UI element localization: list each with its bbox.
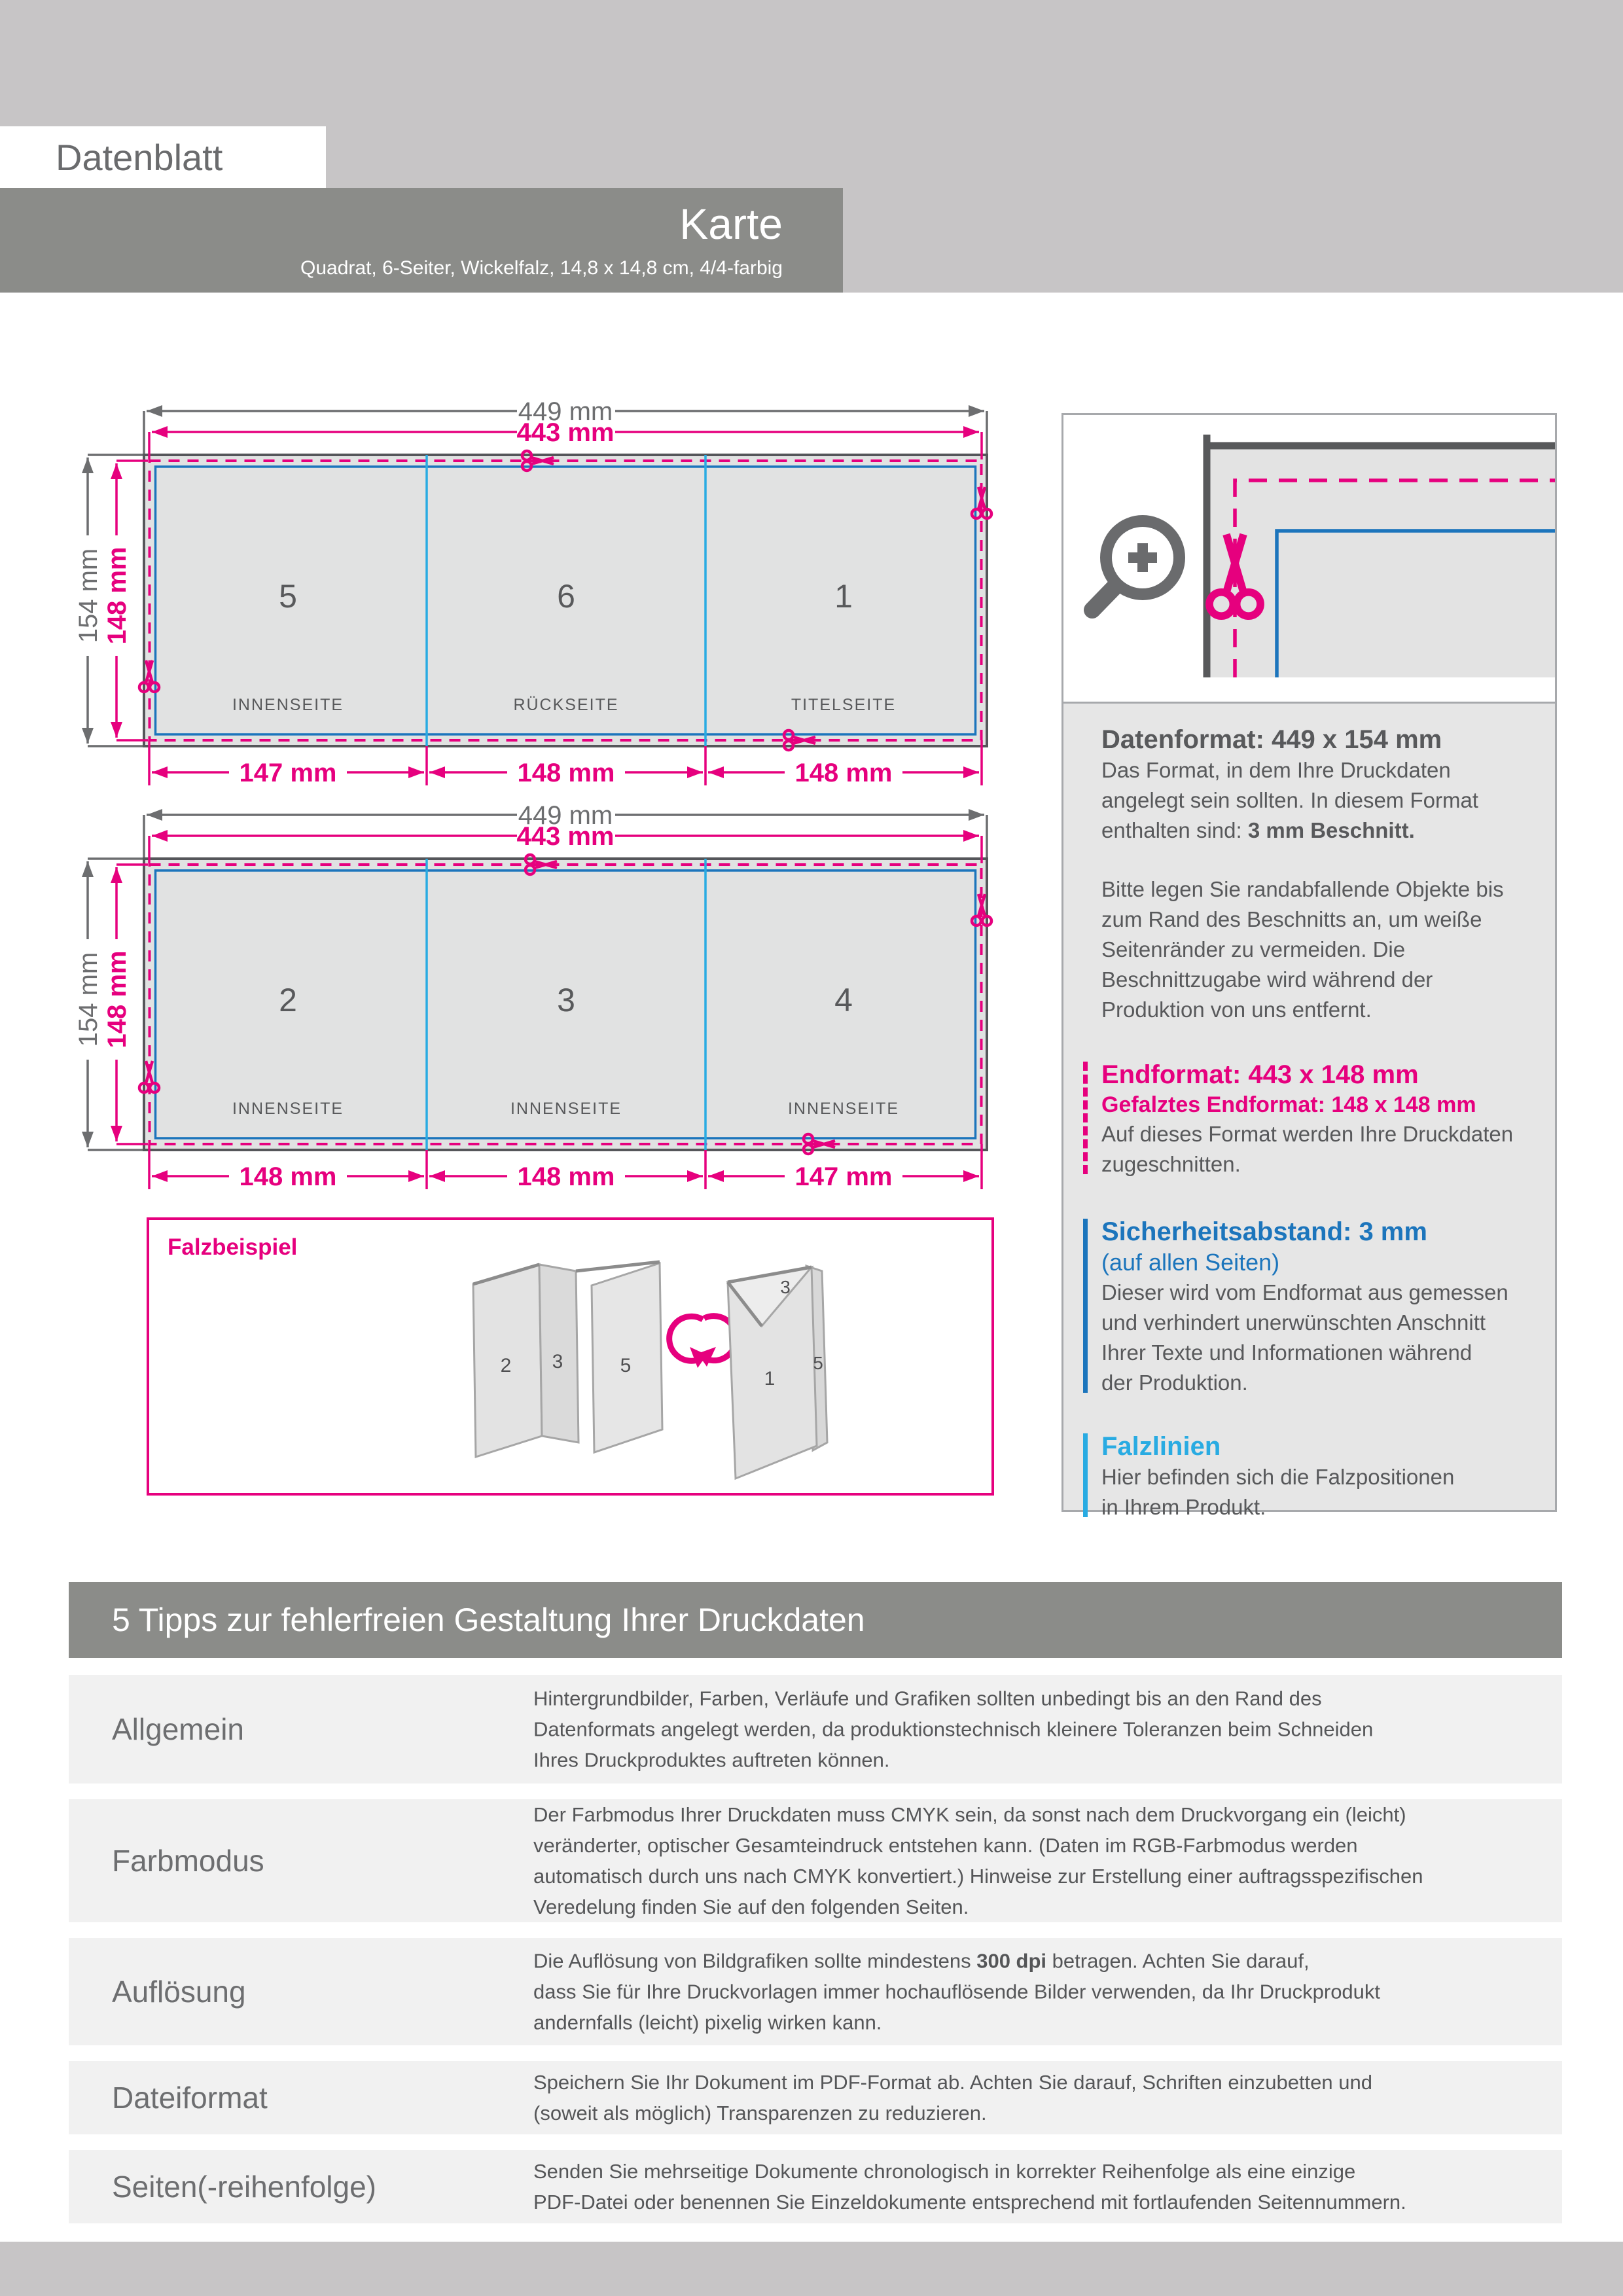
endformat-section (1101, 1059, 1529, 1179)
tip-text: Die Auflösung von Bildgrafiken sollte mindestens 300 dpi betragen. Achten Sie darauf, dass Sie für Ihre Druckvorlagen immer hochauflösende Bilder verwenden, da Ihr Druckprodukt andernfalls (leicht) pixelig wirken kann. (533, 1949, 1381, 2034)
datenformat-body: Das Format, in dem Ihre Druckdaten angelegt sein sollten. In diesem Format enthalten sind: 3 mm Beschnitt. (1101, 758, 1478, 842)
corner-detail-illustration (1063, 415, 1555, 700)
datenblatt-label-box (0, 126, 326, 188)
dim-total-height: 154 mm (74, 548, 103, 643)
foldlines-section (1101, 1431, 1529, 1522)
tip-label: Farbmodus (112, 1844, 264, 1878)
endformat-subtitle: Gefalztes Endformat: 148 x 148 mm (1101, 1092, 1476, 1117)
dim-panel-width: 148 mm (239, 1162, 337, 1191)
foldlines-title: Falzlinien (1101, 1432, 1221, 1461)
dim-total-width: 449 mm (518, 397, 613, 426)
dim-panel-width: 147 mm (794, 1162, 893, 1191)
tip-text: Der Farbmodus Ihrer Druckdaten muss CMYK sein, da sonst nach dem Druckvorgang ein (leicht) veränderter, optischer Gesamteindruck entstehen kann. (Daten im RGB-Farbmodus werden automatisch durch uns nach CMYK konvertiert.) Hinweise zur Erstellung einer auftragsspezifischen Veredelung finden Sie auf den folgenden Seiten. (533, 1803, 1423, 1918)
fold-page-number: 1 (764, 1368, 776, 1390)
page-caption: INNENSEITE (510, 1100, 622, 1118)
fold-example-box (147, 1217, 994, 1496)
datenblatt-label: Datenblatt (56, 136, 223, 178)
spread-diagram-inner (0, 783, 1047, 1202)
product-title-band (0, 188, 843, 293)
tips-heading-band (69, 1582, 1562, 1658)
fold-example-label: Falzbeispiel (168, 1234, 298, 1260)
page-caption: TITELSEITE (791, 696, 897, 714)
page-caption: RÜCKSEITE (513, 696, 619, 714)
page-number: 3 (557, 982, 575, 1018)
dim-panel-width: 148 mm (517, 1162, 615, 1191)
page-caption: INNENSEITE (232, 696, 344, 714)
page-number: 1 (834, 578, 853, 615)
product-title: Karte (679, 200, 783, 248)
safety-title: Sicherheitsabstand: 3 mm (1101, 1217, 1427, 1246)
tip-label: Seiten(-reihenfolge) (112, 2170, 377, 2204)
safety-section (1101, 1216, 1529, 1398)
endformat-title: Endformat: 443 x 148 mm (1101, 1060, 1419, 1089)
tip-text: Speichern Sie Ihr Dokument im PDF-Format ab. Achten Sie darauf, Schriften einzubetten und (soweit als möglich) Transparenzen zu reduzieren. (533, 2071, 1372, 2125)
tip-text: Senden Sie mehrseitige Dokumente chronologisch in korrekter Reihenfolge als eine einzige PDF-Datei oder benennen Sie Einzeldokumente entsprechend mit fortlaufenden Seitennummern. (533, 2160, 1406, 2214)
foldlines-body: Hier befinden sich die Falzpositionen in Ihrem Produkt. (1101, 1465, 1455, 1519)
bleed-note: Bitte legen Sie randabfallende Objekte bis zum Rand des Beschnitts an, um weiße Seitenränder zu vermeiden. Die Beschnittzugabe wird während der Produktion von uns entfernt. (1101, 877, 1504, 1022)
dim-panel-width: 148 mm (517, 759, 615, 787)
footer-band (0, 2242, 1623, 2296)
datenformat-title: Datenformat: 449 x 154 mm (1101, 725, 1442, 754)
tip-label: Dateiformat (112, 2081, 268, 2115)
tips-heading: 5 Tipps zur fehlerfreien Gestaltung Ihrer Druckdaten (112, 1602, 865, 1638)
page-number: 5 (279, 578, 297, 615)
fold-closed-figure (728, 1266, 827, 1479)
tip-label: Auflösung (112, 1975, 246, 2009)
dim-panel-width: 148 mm (794, 759, 893, 787)
dim-total-width: 449 mm (518, 801, 613, 830)
safety-body: Dieser wird vom Endformat aus gemessen und verhindert unerwünschten Anschnitt Ihrer Texte und Informationen während der Produktion. (1101, 1280, 1508, 1395)
tip-label: Allgemein (112, 1712, 244, 1746)
page-caption: INNENSEITE (232, 1100, 344, 1118)
tip-row-dateiformat (69, 2061, 1562, 2134)
dim-total-height: 154 mm (74, 952, 103, 1047)
page-caption: INNENSEITE (787, 1100, 900, 1118)
fold-page-number: 5 (813, 1353, 823, 1373)
dim-panel-width: 147 mm (239, 759, 337, 787)
tip-row-allgemein (69, 1675, 1562, 1784)
page-number: 6 (557, 578, 575, 615)
page-corner-detail (1204, 435, 1555, 677)
info-panel (1061, 413, 1557, 1519)
tip-row-seitenreihenfolge (69, 2150, 1562, 2223)
page-number: 2 (279, 982, 297, 1018)
fold-example-illustration (149, 1220, 991, 1493)
product-subtitle: Quadrat, 6-Seiter, Wickelfalz, 14,8 x 14,8 cm, 4/4-farbig (300, 257, 783, 279)
dim-end-height: 148 mm (103, 950, 132, 1049)
fold-page-number: 5 (620, 1355, 632, 1376)
tip-row-aufloesung (69, 1938, 1562, 2045)
tip-row-farbmodus (69, 1799, 1562, 1922)
info-panel-text (1063, 706, 1555, 1519)
dim-end-width: 443 mm (516, 418, 615, 447)
safety-subtitle: (auf allen Seiten) (1101, 1249, 1280, 1276)
tip-text: Hintergrundbilder, Farben, Verläufe und Grafiken sollten unbedingt bis an den Rand des Datenformats angelegt werden, da produktionstechnisch kleinere Toleranzen beim Schneiden Ihres Druckproduktes auftreten können. (533, 1687, 1374, 1772)
dim-end-width: 443 mm (516, 822, 615, 851)
endformat-body: Auf dieses Format werden Ihre Druckdaten zugeschnitten. (1101, 1122, 1514, 1176)
safety-marker-line (1083, 1219, 1088, 1393)
fold-page-number: 2 (500, 1355, 512, 1376)
endformat-marker-line (1083, 1062, 1088, 1174)
foldlines-marker-line (1083, 1433, 1088, 1517)
page-number: 4 (834, 982, 853, 1018)
fold-page-number: 3 (780, 1277, 791, 1297)
dim-end-height: 148 mm (103, 547, 132, 645)
spread-diagram-outer (0, 380, 1047, 798)
fold-page-number: 3 (552, 1351, 563, 1372)
magnifier-plus-icon (1092, 521, 1179, 610)
info-panel-illustration-box (1063, 415, 1555, 704)
